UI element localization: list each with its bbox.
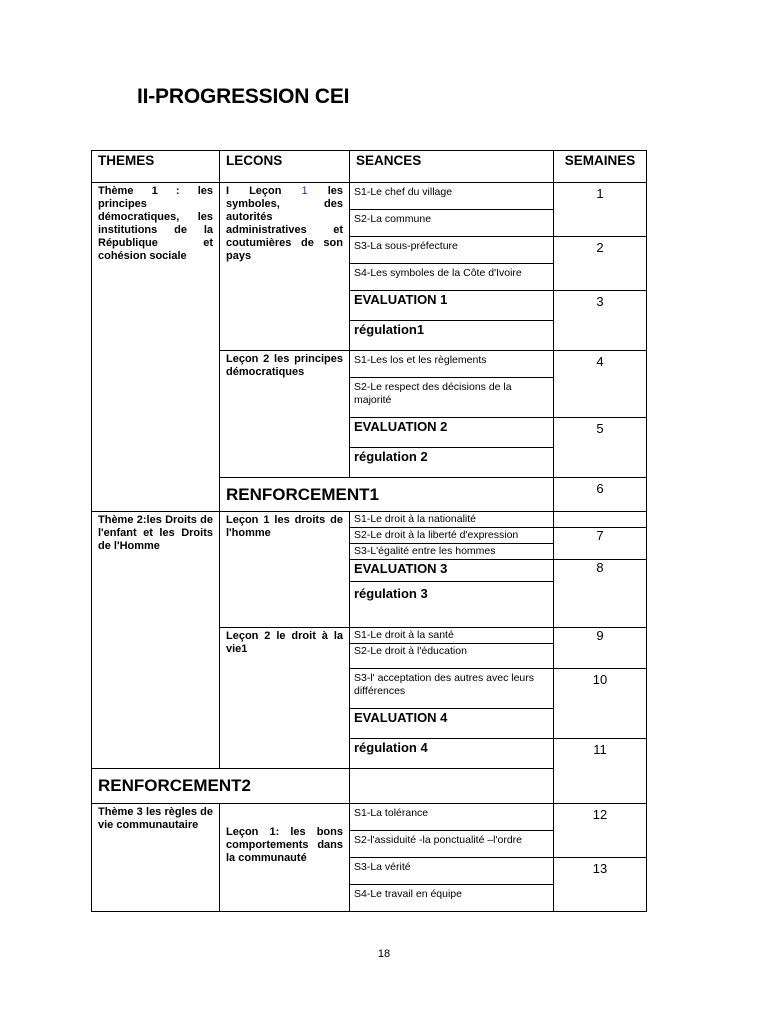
page-title: II-PROGRESSION CEI <box>137 85 350 108</box>
week-cell: 2 <box>554 237 647 291</box>
regulation-2: régulation 2 <box>350 448 554 478</box>
evaluation-4: EVALUATION 4 <box>350 709 554 739</box>
theme-3: Thème 3 les règles de vie communautaire <box>92 804 220 912</box>
seance-cell: S3-l' acceptation des autres avec leurs différences <box>350 669 554 709</box>
regulation-3: régulation 3 <box>350 582 554 628</box>
seance-cell: S2-La commune <box>350 210 554 237</box>
theme2-lecon-2: Leçon 2 le droit à la vie1 <box>220 628 350 769</box>
theme2-lecon-1: Leçon 1 les droits de l'homme <box>220 512 350 628</box>
week-cell: 6 <box>554 478 647 512</box>
seance-cell: S2-Le respect des décisions de la majorité <box>350 378 554 418</box>
header-seances: SEANCES <box>350 151 554 183</box>
week-cell: 8 <box>554 560 647 628</box>
week-cell: 7 <box>554 528 647 560</box>
header-semaines: SEMAINES <box>554 151 647 183</box>
evaluation-2: EVALUATION 2 <box>350 418 554 448</box>
seance-cell: S3-La vérité <box>350 858 554 885</box>
seance-cell: S1-Le chef du village <box>350 183 554 210</box>
week-cell: 3 <box>554 291 647 351</box>
week-cell: 12 <box>554 804 647 858</box>
theme3-lecon-1: Leçon 1: les bons comportements dans la communauté <box>220 804 350 912</box>
week-cell: 11 <box>554 739 647 804</box>
seance-cell: S2-l'assiduité -la ponctualité –l'ordre <box>350 831 554 858</box>
renforcement-1: RENFORCEMENT1 <box>220 478 554 512</box>
seance-cell: S3-L'égalité entre les hommes <box>350 544 554 560</box>
theme1-lecon-1: I Leçon 1 les symboles, des autorités administratives et coutumières de son pays <box>220 183 350 351</box>
seance-cell: S4-Les symboles de la Côte d'Ivoire <box>350 264 554 291</box>
header-row <box>92 151 647 183</box>
seance-cell: S4-Le travail en équipe <box>350 885 554 912</box>
regulation-1: régulation1 <box>350 321 554 351</box>
header-themes: THEMES <box>92 151 220 183</box>
theme1-lecon-2: Leçon 2 les principes démocratiques <box>220 351 350 478</box>
evaluation-3: EVALUATION 3 <box>350 560 554 582</box>
header-lecons: LECONS <box>220 151 350 183</box>
page-number: 18 <box>377 948 391 960</box>
week-cell: 9 <box>554 628 647 669</box>
seance-cell: S1-Le droit à la nationalité <box>350 512 554 528</box>
theme-1: Thème 1 : les principes démocratiques, les institutions de la République et cohésion sociale <box>92 183 220 512</box>
seance-cell: S2-Le droit à la liberté d'expression <box>350 528 554 544</box>
seance-cell: S3-La sous-préfecture <box>350 237 554 264</box>
week-cell: 10 <box>554 669 647 739</box>
week-cell: 1 <box>554 183 647 237</box>
progression-table <box>91 150 647 912</box>
week-cell: 5 <box>554 418 647 478</box>
seance-cell: S1-La tolérance <box>350 804 554 831</box>
theme-2: Thème 2:les Droits de l'enfant et les Droits de l'Homme <box>92 512 220 769</box>
regulation-4: régulation 4 <box>350 739 554 769</box>
week-cell: 4 <box>554 351 647 418</box>
seance-cell: S1-Le droit à la santé <box>350 628 554 644</box>
seance-cell: S1-Les los et les règlements <box>350 351 554 378</box>
week-cell <box>554 512 647 528</box>
seance-cell: S2-Le droit à l'éducation <box>350 644 554 669</box>
evaluation-1: EVALUATION 1 <box>350 291 554 321</box>
renforcement-2: RENFORCEMENT2 <box>92 769 350 804</box>
week-cell: 13 <box>554 858 647 912</box>
